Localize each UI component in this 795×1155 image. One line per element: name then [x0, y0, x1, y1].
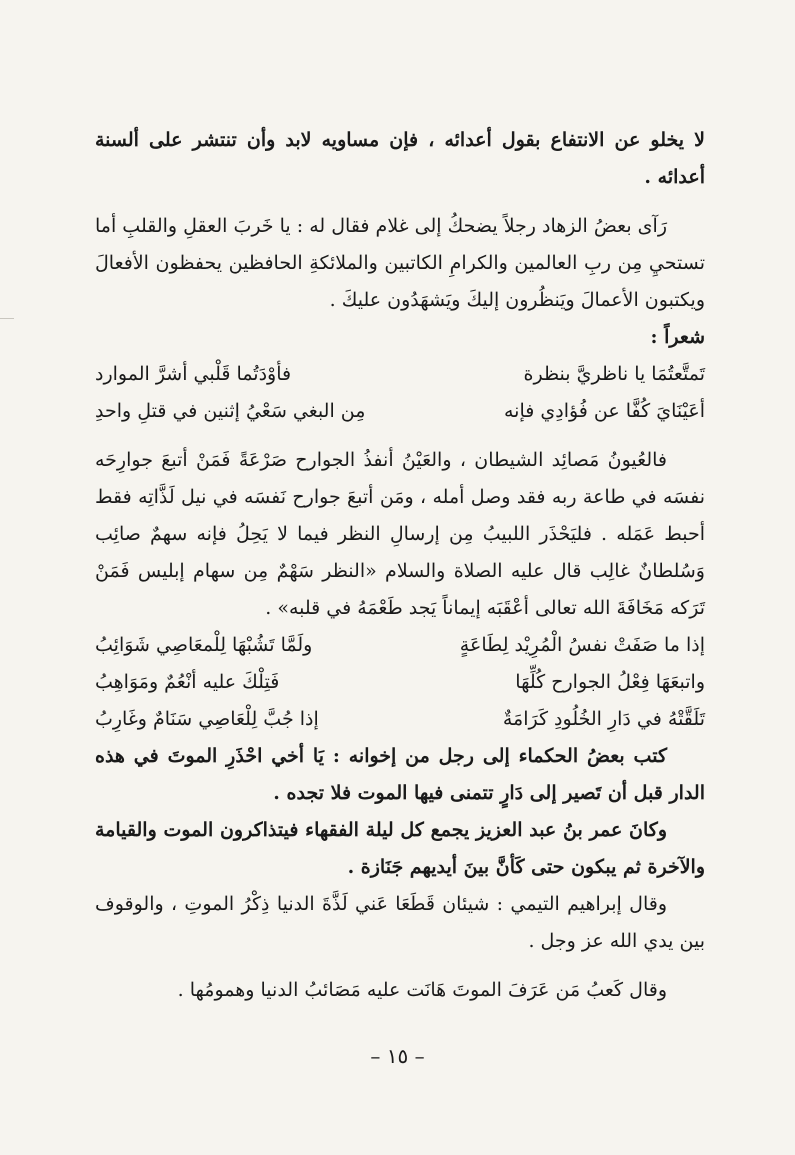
hemistich-second: إذا جُبَّ لِلْعَاصِي سَنَامٌ وغَارِبُ [95, 708, 319, 730]
poem-label: شعراً : [650, 326, 705, 348]
poem-2 [95, 627, 705, 738]
hemistich-first: أعَيْنَايَ كُفَّا عن فُؤادِي فإنه [503, 400, 705, 422]
paragraph-6: وقال إبراهيم التيمي : شيئان قَطَعَا عَني لَذَّةَ الدنيا ذِكْرُ الموتِ ، والوقوف بين يدي الله عز وجل . [95, 893, 705, 952]
hemistich-first: واتبعَهَا فِعْلُ الجوارح كُلِّهَا [515, 671, 705, 693]
poem-2-verse [95, 627, 705, 664]
paragraph-4: كتب بعضُ الحكماء إلى رجل من إخوانه : يَا أخي احْذَرِ الموتَ في هذه الدار قبل أن تَصير إلى دَارٍ تتمنى فيها الموت فلا تجده . [95, 745, 705, 804]
paragraph-5: وكانَ عمر بنُ عبد العزيز يجمع كل ليلة الفقهاء فيتذاكرون الموت والقيامة والآخرة ثم يبكون حتى كَأنَّ بينَ أيديهم جَنَازة . [95, 819, 705, 878]
paragraph-3: فالعُيونُ مَصائِد الشيطان ، والعَيْنُ أنفذُ الجوارح صَرْعَةً فَمَنْ أتبعَ جوارِحَه نفسَه في طاعة ربه فقد وصل أمله ، ومَن أتبعَ جوارح نَفسَه في نيل لَذَّاتِه فقط أحبط عَمَله . فليَحْذَر اللبيبُ مِن إرسالِ النظر فيما لا يَحِلُ فإنه سهمٌ صائِب وَسُلطانٌ غالِب قال عليه الصلاة والسلام «النظر سَهْمٌ مِن سهام إبليس فَمَنْ تَرَكه مَخَافَةَ الله تعالى أعْقَبَه إيماناً يَجد طَعْمَهُ في قلبه» . [95, 449, 705, 619]
hemistich-first: تَمتَّعتُمَا يا ناظريَّ بنظرة [523, 363, 705, 385]
hemistich-second: فَتِلْكَ عليه أنْعُمٌ ومَوَاهِبُ [95, 671, 280, 693]
page-number: – ١٥ – [370, 1044, 425, 1068]
hemistich-second: فأوْدَتُما قَلْبي أشرَّ الموارد [95, 363, 292, 385]
paragraph-1: لا يخلو عن الانتفاع بقول أعدائه ، فإن مساويه لابد وأن تنتشر على ألسنة أعدائه . [95, 129, 705, 188]
margin-mark [0, 318, 14, 319]
poem-1 [95, 356, 705, 430]
paragraph-7: وقال كَعبُ مَن عَرَفَ الموتَ هَانَت عليه مَصَائبُ الدنيا وهمومُها . [177, 979, 667, 1001]
poem-2-verse [95, 701, 705, 738]
page-body [95, 122, 705, 1009]
poem-2-verse [95, 664, 705, 701]
hemistich-second: ولَمَّا تَشُبْهَا لِلْمعَاصِي شَوَائِبُ [95, 634, 313, 656]
poem-1-verse [95, 393, 705, 430]
poem-1-verse [95, 356, 705, 393]
paragraph-2: رَآى بعضُ الزهاد رجلاً يضحكُ إلى غلام فقال له : يا خَربَ العقلِ والقلبِ أما تستحيِ مِن ربِ العالمين والكرامِ الكاتبين والملائكةِ الحافظين يحفظون الأفعالَ ويكتبون الأعمالَ ويَنظُرون إليكَ ويَشهَدُون عليكَ . [95, 215, 705, 311]
hemistich-first: إذا ما صَفَتْ نفسُ الْمُرِيْد لِطَاعَةٍ [459, 634, 705, 656]
hemistich-second: مِن البغي سَعْيُ إثنين في قتلِ واحدِ [95, 400, 366, 422]
hemistich-first: تَلَقَّتْهُ في دَارِ الخُلُودِ كَرَامَةٌ [502, 708, 705, 730]
